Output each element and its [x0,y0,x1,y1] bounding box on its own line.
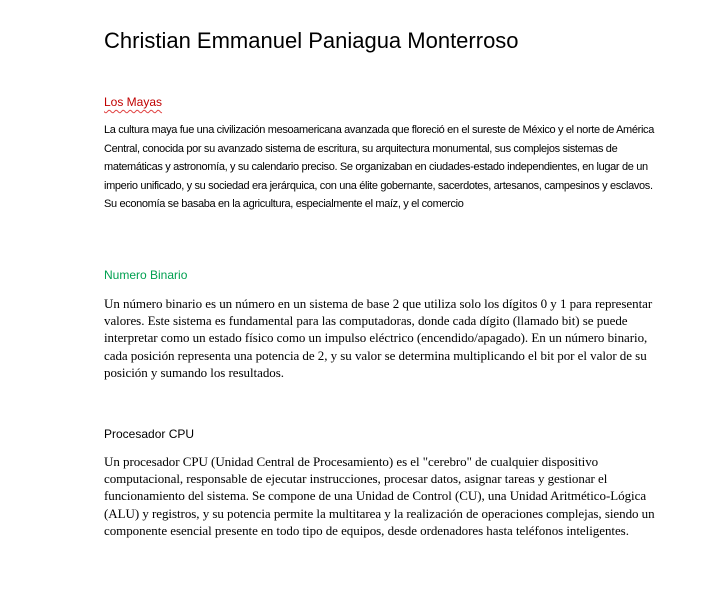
section-body-cpu: Un procesador CPU (Unidad Central de Procesamiento) es el "cerebro" de cualquier dispositivo computacional, responsable de ejecutar instrucciones, procesar datos, asignar tareas y gestionar el funcionamiento del sistema. Se compone de una Unidad de Control (CU), una Unidad Aritmético-Lógica (ALU) y registros, y su potencia permite la multitarea y la realización de operaciones complejas, siendo un componente esencial presente en todo tipo de equipos, desde ordenadores hasta teléfonos inteligentes. [104,454,655,538]
section-body-binario: Un número binario es un número en un sistema de base 2 que utiliza solo los dígitos 0 y 1 para representar valores. Este sistema es fundamental para las computadoras, donde cada dígito (llamado bit) se puede interpretar como un estado físico como un impulso eléctrico (encendido/apagado). En un número binario, cada posición representa una potencia de 2, y su valor se determina multiplicando el bit por el valor de su posición y sumando los resultados. [104,296,653,380]
section-heading-binario: Numero Binario [104,268,188,282]
document-title: Christian Emmanuel Paniagua Monterroso [104,28,519,53]
section-body-mayas: La cultura maya fue una civilización mesoamericana avanzada que floreció en el sureste de México y el norte de América Central, conocida por su avanzado sistema de escritura, su arquitectura monumental, sus complejos sistemas de matemáticas y astronomía, y su calendario preciso. Se organizaban en ciudades-estado independientes, en lugar de un imperio unificado, y su sociedad era jerárquica, con una élite gobernante, sacerdotes, artesanos, campesinos y esclavos. Su economía se basaba en la agricultura, especialmente el maíz, y el comercio [104,124,654,211]
section-heading-mayas: Los Mayas [104,95,163,109]
section-heading-cpu: Procesador CPU [104,427,195,441]
